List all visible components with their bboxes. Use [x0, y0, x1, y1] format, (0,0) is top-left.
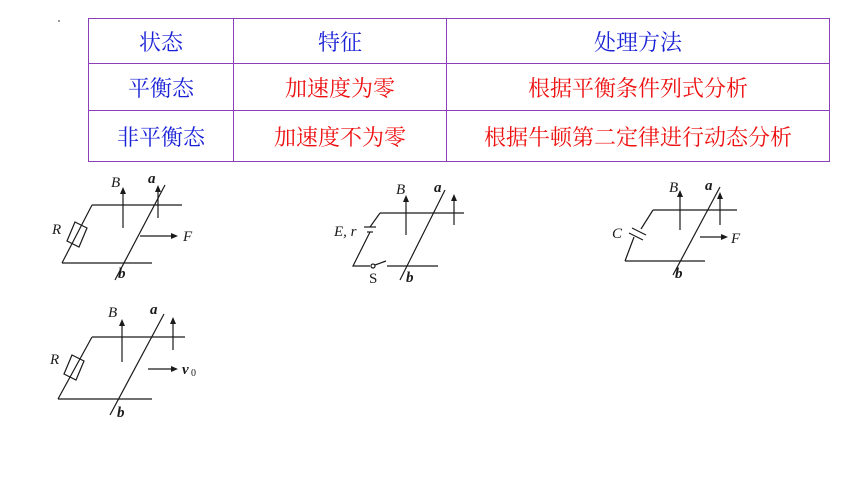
field-arrowhead [155, 185, 161, 192]
resistor-icon [64, 355, 84, 380]
component-label: R [52, 222, 62, 238]
force-arrowhead [171, 233, 178, 239]
feature-cell: 加速度为零 [234, 64, 447, 111]
circuit-resistor-force [40, 170, 220, 285]
feature-cell: 加速度不为零 [234, 111, 447, 162]
rod-bottom-label: b [675, 266, 683, 282]
left-wire [641, 210, 653, 229]
state-cell: 平衡态 [89, 64, 234, 111]
table-row [89, 111, 830, 162]
force-arrowhead [721, 234, 728, 240]
field-arrowhead [170, 317, 176, 324]
switch-label: S [369, 271, 378, 287]
arrow-label: v [182, 362, 189, 378]
field-label: B [111, 175, 121, 191]
rod [110, 314, 164, 415]
stray-dot [58, 20, 60, 22]
state-cell: 非平衡态 [89, 111, 234, 162]
method-cell: 根据牛顿第二定律进行动态分析 [447, 111, 830, 162]
arrow-label-subscript: 0 [191, 368, 196, 379]
arrow-label: F [183, 229, 193, 245]
method-cell: 根据平衡条件列式分析 [447, 64, 830, 111]
left-wire [58, 337, 92, 399]
field-label: B [396, 182, 406, 198]
velocity-arrowhead [171, 366, 178, 372]
left-wire [62, 205, 92, 263]
circuit-resistor-velocity [40, 300, 220, 425]
rod-top-label: a [705, 178, 713, 194]
table-header-row [89, 19, 830, 64]
field-arrowhead [120, 187, 126, 194]
header-feature: 特征 [234, 19, 447, 64]
component-label: C [612, 226, 623, 242]
header-method: 处理方法 [447, 19, 830, 64]
switch-contact [371, 264, 375, 268]
switch-blade-icon [375, 261, 386, 265]
circuit-capacitor-force [605, 170, 775, 285]
rod-top-label: a [150, 302, 158, 318]
capacitor-plate-icon [632, 228, 646, 235]
field-arrowhead [119, 319, 125, 326]
rod-bottom-label: b [118, 266, 126, 282]
field-label: B [669, 180, 679, 196]
arrow-label: F [731, 231, 741, 247]
circuit-battery-switch [330, 175, 490, 290]
field-label: B [108, 305, 118, 321]
component-label: R [50, 352, 60, 368]
field-arrowhead [717, 192, 723, 199]
capacitor-plate-icon [629, 233, 643, 240]
state-table [88, 18, 830, 162]
rod-top-label: a [434, 180, 442, 196]
table-row [89, 64, 830, 111]
rod-bottom-label: b [406, 270, 414, 286]
field-arrowhead [451, 194, 457, 201]
left-wire [625, 237, 634, 261]
rod-top-label: a [148, 171, 156, 187]
header-state: 状态 [89, 19, 234, 64]
left-wire [370, 213, 380, 227]
rod-bottom-label: b [117, 405, 125, 421]
component-label: E, r [334, 224, 357, 240]
